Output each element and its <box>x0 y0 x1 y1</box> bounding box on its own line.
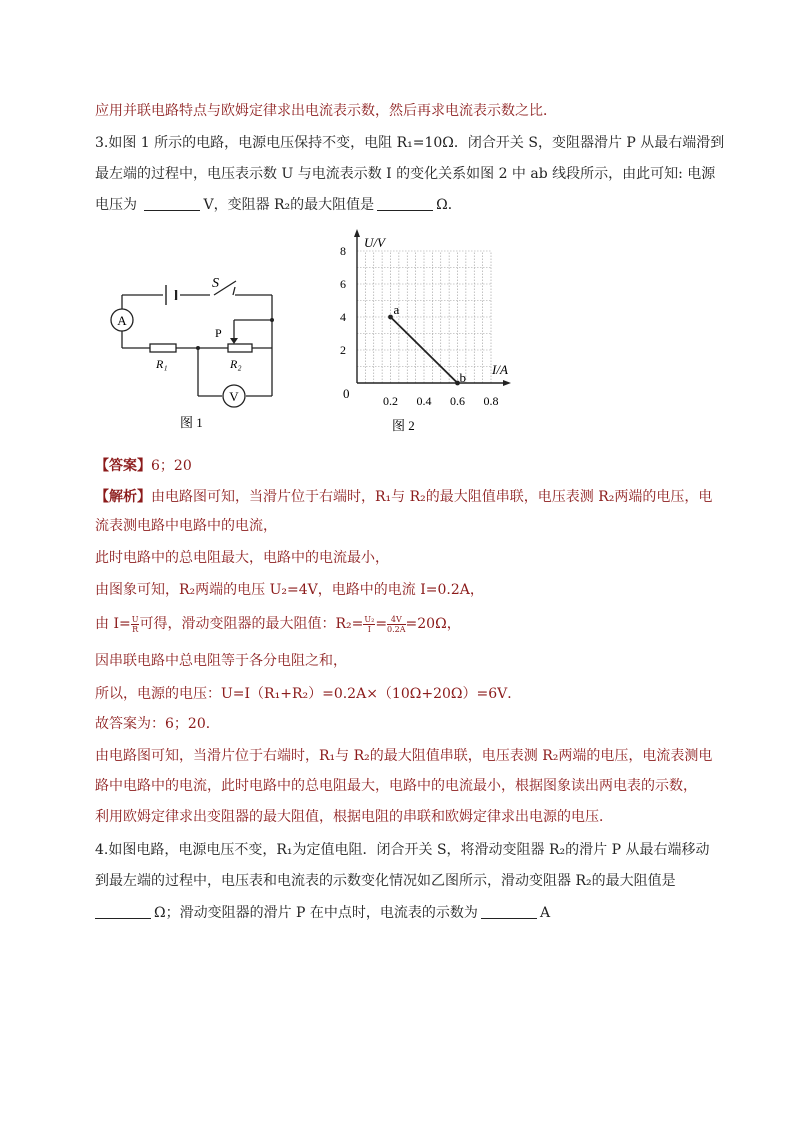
value-fraction: $\frac{4V}{0.2A}$ <box>387 614 406 634</box>
q3-text-b: V，变阻器 R₂的最大阻值是 <box>203 197 375 213</box>
q3-line-2: 最左端的过程中，电压表示数 U 与电流表示数 I 的变化关系如图 2 中 ab 线段所示，由此可知: 电源 <box>95 166 716 182</box>
resistance-blank <box>377 198 433 211</box>
figure-1-circuit <box>100 265 290 435</box>
x-tick-label: 0.6 <box>450 394 465 408</box>
x-axis-label: I/A <box>492 362 508 377</box>
analysis-line-1 <box>95 487 712 507</box>
chart-grid <box>357 251 491 383</box>
q4-text-a: Ω；滑动变阻器的滑片 P 在中点时，电流表的示数为 <box>154 905 478 921</box>
analysis-line-11: 利用欧姆定律求出变阻器的最大阻值，根据电阻的串联和欧姆定律求出电源的电压． <box>95 809 613 825</box>
analysis-line-3: 此时电路中的总电阻最大，电路中的电流最小， <box>95 550 389 566</box>
x-tick-label: 0.8 <box>483 394 499 408</box>
r2-fraction: $\frac{\text{U₂}}{I}$ <box>364 614 375 634</box>
q4-line-2: 到最左端的过程中，电压表和电流表的示数变化情况如乙图所示，滑动变阻器 R₂的最大阻值是 <box>95 873 676 889</box>
analysis-tag: 【解析】 <box>95 489 151 505</box>
answer-value: 6；20 <box>151 458 192 474</box>
q3-line-3 <box>95 195 462 215</box>
slider-label: P <box>215 326 222 340</box>
r1-label: R₁ <box>156 357 168 371</box>
intro-line: 应用并联电路特点与欧姆定律求出电流表示数，然后再求电流表示数之比． <box>95 103 557 119</box>
point-a <box>388 315 393 320</box>
r2-label: R₂ <box>230 357 242 371</box>
analysis-line-6: 因串联电路中总电阻等于各分电阻之和， <box>95 653 347 669</box>
y-tick-label: 6 <box>340 277 346 291</box>
figure-2-caption: 图 2 <box>392 418 415 433</box>
voltage-blank <box>144 198 200 211</box>
ammeter-label: A <box>117 313 127 328</box>
q4-text-b: A <box>539 905 551 921</box>
origin-label: 0 <box>343 386 350 401</box>
switch-label: S <box>212 276 219 291</box>
point-label-b: b <box>459 370 466 385</box>
q4-line-1: 4.如图电路，电源电压不变，R₁为定值电阻．闭合开关 S，将滑动变阻器 R₂的滑片 P 从最右端移动 <box>95 842 710 858</box>
x-tick-label: 0.2 <box>383 394 398 408</box>
answer-tag: 【答案】 <box>95 458 151 474</box>
point-label-a: a <box>393 302 400 317</box>
y-axis-label: U/V <box>364 235 385 250</box>
q3-text-c: Ω． <box>436 197 462 213</box>
analysis-line-4: 由图象可知，R₂两端的电压 U₂=4V，电路中的电流 I=0.2A， <box>95 582 484 598</box>
q3-text-a: 电压为 <box>95 197 137 213</box>
y-tick-label: 8 <box>340 244 346 258</box>
q4-resistance-blank <box>95 906 151 919</box>
figure-2-chart <box>330 228 520 438</box>
analysis-line-10: 路中电路中的电流，此时电路中的总电阻最大，电路中的电流最小，根据图象读出两电表的示数， <box>95 778 697 794</box>
x-axis-arrow <box>503 380 511 386</box>
formula-text-d: =20Ω， <box>405 616 461 632</box>
ohm-fraction: $\frac{U}{R}$ <box>131 614 139 634</box>
y-axis-arrow <box>354 229 360 237</box>
y-tick-label: 2 <box>340 343 346 357</box>
analysis-line-8: 故答案为：6；20． <box>95 716 220 732</box>
q4-current-blank <box>481 906 537 919</box>
formula-text-b: 可得，滑动变阻器的最大阻值：R₂= <box>139 616 364 632</box>
analysis-text-1: 由电路图可知，当滑片位于右端时，R₁与 R₂的最大阻值串联，电压表测 R₂两端的电压，电 <box>151 489 713 505</box>
answer-line <box>95 456 192 476</box>
figure-1-caption: 图 1 <box>180 415 203 430</box>
y-tick-label: 4 <box>340 310 346 324</box>
formula-text-a: 由 I= <box>95 616 131 632</box>
voltmeter-label: V <box>229 389 239 404</box>
analysis-line-2: 流表测电路中电路中的电流， <box>95 518 277 534</box>
q4-line-3 <box>95 903 550 923</box>
analysis-line-5: 由 I= $\frac{U}{R}$ 可得，滑动变阻器的最大阻值：R₂= $\frac{\text{U₂}}{I}$ = $\frac{4V}{0.2A}$ =20Ω， <box>95 614 461 634</box>
q3-line-1: 3.如图 1 所示的电路，电源电压保持不变，电阻 R₁=10Ω．闭合开关 S，变阻器滑片 P 从最右端滑到 <box>95 135 725 151</box>
analysis-line-7: 所以，电源的电压：U=I（R₁+R₂）=0.2A×（10Ω+20Ω）=6V． <box>95 686 522 702</box>
analysis-line-9: 由电路图可知，当滑片位于右端时，R₁与 R₂的最大阻值串联，电压表测 R₂两端的电压，电流表测电 <box>95 748 713 764</box>
x-tick-label: 0.4 <box>416 394 432 408</box>
